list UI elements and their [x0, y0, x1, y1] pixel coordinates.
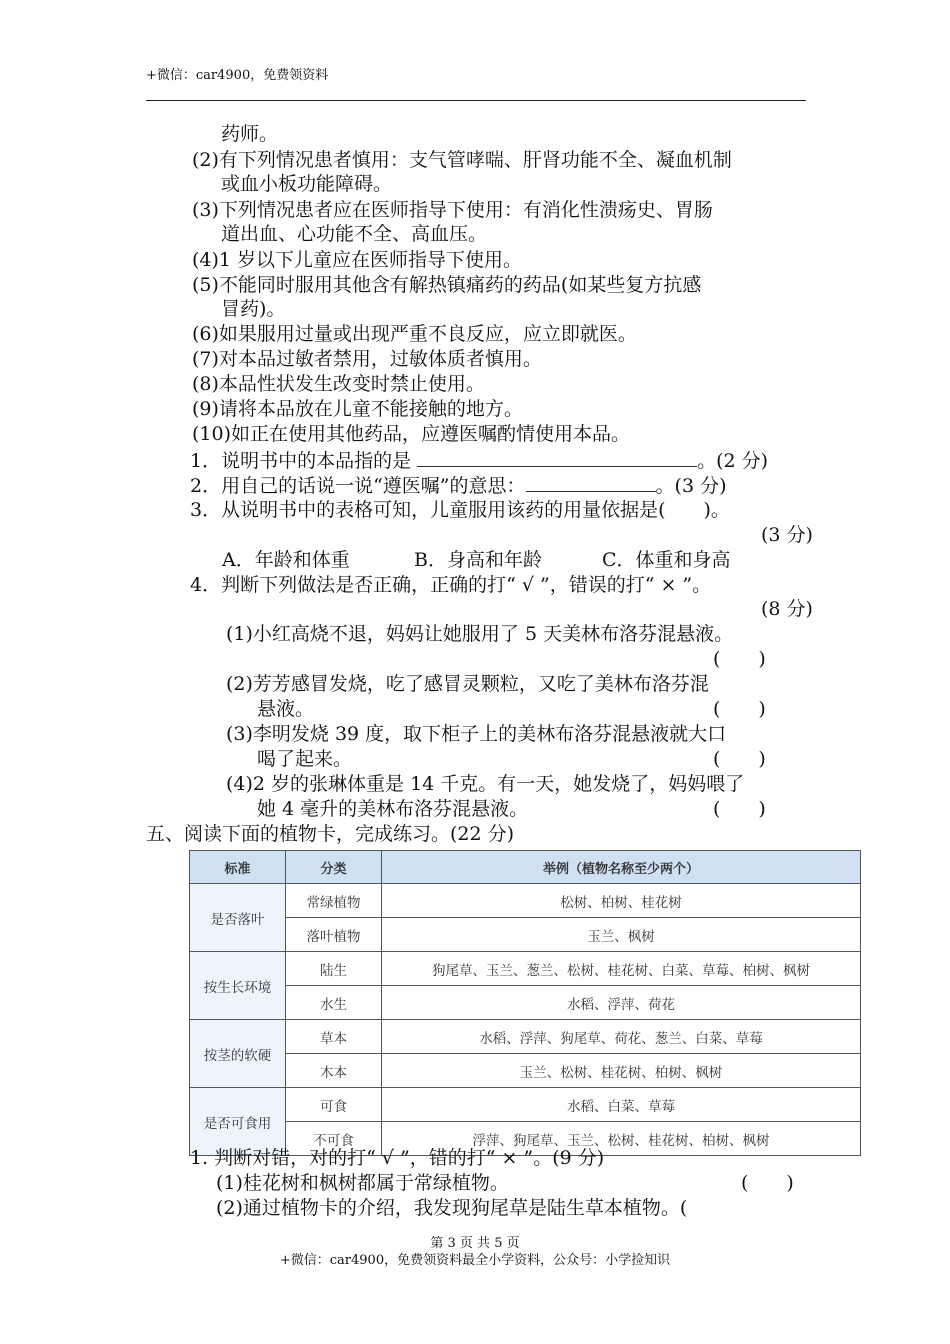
answer-blank-2[interactable] [526, 473, 656, 492]
text-line: (4)1 岁以下儿童应在医师指导下使用。 [192, 249, 523, 271]
q4-item-1: (1)小红高烧不退，妈妈让她服用了 5 天美林布洛芬混悬液。 [226, 623, 734, 645]
plant-card-table [189, 850, 861, 1156]
text-line: 或血小板功能障碍。 [221, 173, 393, 195]
header-standard: 标准 [190, 851, 286, 884]
table-row [190, 918, 861, 952]
text-line: 药师。 [221, 123, 279, 145]
text-line: 道出血、心功能不全、高血压。 [221, 223, 488, 245]
examples-cell: 水稻、浮萍、荷花 [382, 986, 861, 1020]
question-1 [190, 448, 768, 473]
examples-cell: 水稻、白菜、草莓 [382, 1088, 861, 1122]
q4-item-4-cont: 她 4 毫升的美林布洛芬混悬液。 [257, 798, 529, 820]
text-line: (2)有下列情况患者慎用：支气管哮喘、肝肾功能不全、凝血机制 [192, 149, 732, 171]
page-number: 第 3 页 共 5 页 [430, 1236, 520, 1251]
text-line: (7)对本品过敏者禁用，过敏体质者慎用。 [192, 348, 542, 370]
question-1-text: 1．说明书中的本品指的是 [190, 450, 412, 472]
question-4-score: (8 分) [761, 598, 813, 620]
q4-item-2-cont: 悬液。 [257, 698, 315, 720]
text-line: (10)如正在使用其他药品，应遵医嘱酌情使用本品。 [192, 423, 631, 445]
category-cell: 木本 [286, 1054, 382, 1088]
standard-cell: 是否落叶 [190, 884, 286, 952]
q4-item-2: (2)芳芳感冒发烧，吃了感冒灵颗粒，又吃了美林布洛芬混 [226, 673, 709, 695]
page-header: +微信：car4900，免费领资料 [146, 68, 329, 83]
examples-cell: 水稻、浮萍、狗尾草、荷花、葱兰、白菜、草莓 [382, 1020, 861, 1054]
category-cell: 草本 [286, 1020, 382, 1054]
question-3-score: (3 分) [761, 524, 813, 546]
standard-cell: 按茎的软硬 [190, 1020, 286, 1088]
q4-item-2-paren[interactable]: ( ) [713, 698, 766, 720]
text-line: (6)如果服用过量或出现严重不良反应，应立即就医。 [192, 323, 637, 345]
q4-item-4-paren[interactable]: ( ) [713, 798, 766, 820]
q3-option-b[interactable]: B．身高和年龄 [414, 549, 542, 571]
table-row [190, 1020, 861, 1054]
examples-cell: 玉兰、枫树 [382, 918, 861, 952]
question-2-text: 2．用自己的话说一说“遵医嘱”的意思： [190, 475, 526, 497]
s5-item-1: (1)桂花树和枫树都属于常绿植物。 [216, 1172, 509, 1194]
header-category: 分类 [286, 851, 382, 884]
question-4: 4．判断下列做法是否正确，正确的打“ √ ”，错误的打“ × ”。 [190, 574, 712, 596]
q4-item-4: (4)2 岁的张琳体重是 14 千克。有一天，她发烧了，妈妈喂了 [226, 773, 745, 795]
section-5-title: 五、阅读下面的植物卡，完成练习。(22 分) [146, 823, 515, 845]
table-row [190, 1054, 861, 1088]
table-row [190, 986, 861, 1020]
category-cell: 落叶植物 [286, 918, 382, 952]
question-3: 3．从说明书中的表格可知，儿童服用该药的用量依据是( )。 [190, 499, 730, 521]
question-2-score: 。(3 分) [655, 475, 727, 497]
s5-item-2: (2)通过植物卡的介绍，我发现狗尾草是陆生草本植物。( [216, 1197, 688, 1219]
q3-option-c[interactable]: C．体重和身高 [602, 549, 731, 571]
category-cell: 常绿植物 [286, 884, 382, 918]
s5-item-1-paren[interactable]: ( ) [741, 1172, 794, 1194]
category-cell: 不可食 [286, 1122, 382, 1156]
page-footer: +微信：car4900，免费领资料最全小学资料，公众号：小学捡知识 [279, 1253, 671, 1268]
standard-cell: 是否可食用 [190, 1088, 286, 1156]
category-cell: 水生 [286, 986, 382, 1020]
text-line: 冒药)。 [221, 298, 286, 320]
q4-item-1-paren[interactable]: ( ) [713, 648, 766, 670]
standard-cell: 按生长环境 [190, 952, 286, 1020]
examples-cell: 玉兰、松树、桂花树、柏树、枫树 [382, 1054, 861, 1088]
text-line: (3)下列情况患者应在医师指导下使用：有消化性溃疡史、胃肠 [192, 199, 713, 221]
text-line: (5)不能同时服用其他含有解热镇痛药的药品(如某些复方抗感 [192, 274, 702, 296]
question-1-score: 。(2 分) [697, 450, 769, 472]
examples-cell: 松树、柏树、桂花树 [382, 884, 861, 918]
q4-item-3-cont: 喝了起来。 [257, 748, 353, 770]
table-header-row [190, 851, 861, 884]
q4-item-3-paren[interactable]: ( ) [713, 748, 766, 770]
q4-item-3: (3)李明发烧 39 度，取下柜子上的美林布洛芬混悬液就大口 [226, 723, 727, 745]
examples-cell: 浮萍、狗尾草、玉兰、松树、桂花树、柏树、枫树 [382, 1122, 861, 1156]
header-divider [146, 100, 806, 101]
question-2 [190, 473, 727, 498]
category-cell: 陆生 [286, 952, 382, 986]
table-row [190, 1088, 861, 1122]
text-line: (9)请将本品放在儿童不能接触的地方。 [192, 398, 523, 420]
table-row [190, 952, 861, 986]
table-row [190, 884, 861, 918]
text-line: (8)本品性状发生改变时禁止使用。 [192, 373, 485, 395]
header-examples: 举例（植物名称至少两个） [382, 851, 861, 884]
examples-cell: 狗尾草、玉兰、葱兰、松树、桂花树、白菜、草莓、柏树、枫树 [382, 952, 861, 986]
category-cell: 可食 [286, 1088, 382, 1122]
q3-option-a[interactable]: A．年龄和体重 [222, 549, 350, 571]
section-5-question-1: 1. 判断对错，对的打“ √ ”，错的打“ × ”。(9 分) [190, 1147, 605, 1169]
answer-blank-1[interactable] [417, 448, 697, 467]
